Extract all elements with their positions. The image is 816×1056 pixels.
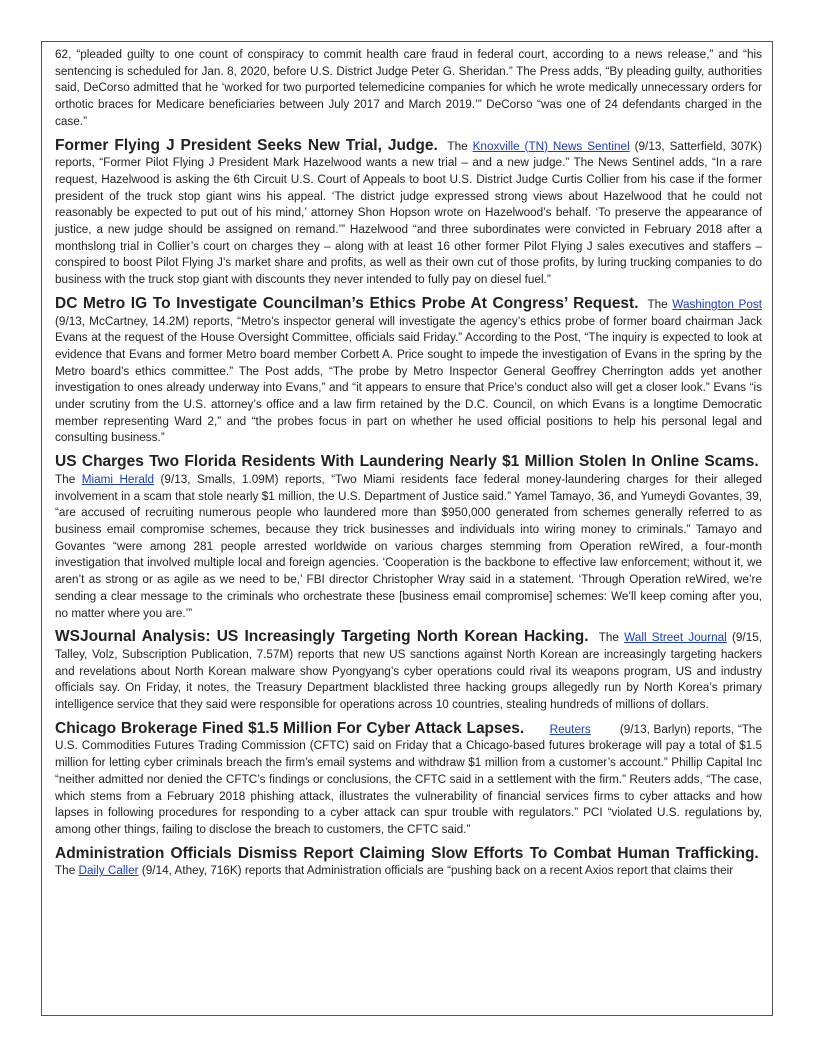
article-lead: The — [55, 472, 76, 486]
article-body: reports that Administration officials are “pushing back on a recent Axios report that claims their — [244, 864, 734, 878]
source-link[interactable]: Reuters — [549, 722, 591, 736]
article-meta: (9/15, Talley, Volz, Subscription Publication, 7.57M) — [55, 631, 763, 661]
article-chicago-brokerage — [55, 721, 762, 839]
article-body: reports, “Metro’s inspector general will investigate the agency’s ethics probe of former board chairman Jack Evans at the request of the House Oversight Committee, officials said Friday.” According to the Post, “The inquiry is expected to look at evidence that Evans and former Metro board member Corbett A. Price sought to impede the investigation of Evans in the spring by the Metro board’s ethics committee.” The Post adds, “The probe by Metro Inspector General Geoffrey Cherrington adds yet another investigation to ones already underway into Evans,” and “it appears to ensure that Price’s conduct also will get a closer look.” Evans “is under scrutiny from the U.S. attorney’s office and a law firm retained by the D.C. Council, on which Evans is a longtime Democratic member representing Ward 2,” and “the probes focus in part on whether he used official positions to help his personal legal and consulting business.” — [55, 314, 763, 445]
article-meta: (9/13, Satterfield, 307K) — [634, 139, 763, 153]
article-dc-metro-ig — [55, 296, 762, 447]
article-body: reports, “Former Pilot Flying J President Mark Hazelwood wants a new trial – and a new judge.” The News Sentinel adds, “In a rare request, Hazelwood is asking the 6th Circuit U.S. Court of Appeals to boot U.S. District Judge Curtis Collier from his case if the former president of the truck stop giant wins his appeal. ‘The district judge expressed strong views about Hazelwood that he could not reasonably be expected to put out of his mind,’ attorney Shon Hopson wrote on Hazelwood’s behalf. ‘To preserve the appearance of justice, a new judge should be assigned on remand.’” Hazelwood “and three subordinates were convicted in February 2018 after a monthslong trial in Collier’s court on charges they – along with at least 16 other former Pilot Flying J sales executives and staffers – conspired to boost Pilot Flying J’s market share and profits, as well as their own cut of those profits, by luring trucking companies to do business with the truck stop giant with discounts they never intended to fully pay on diesel fuel.” — [55, 156, 762, 287]
article-lead: The — [598, 631, 619, 645]
article-body: reports that new US sanctions against North Korean are increasingly targeting hackers and revelations about North Korean malware show Pyongyang’s cyber operations could rival its weapons program, US and industry officials say. On Friday, it notes, the Treasury Department blacklisted three hacking groups allegedly run by North Korea’s primary intelligence service that they said were responsible for operations across 10 countries, stealing hundreds of millions of dollars. — [55, 647, 763, 712]
article-meta: (9/13, Barlyn) reports, — [619, 722, 735, 736]
article-north-korea-hacking — [55, 629, 762, 714]
article-human-trafficking — [55, 846, 762, 880]
source-link[interactable]: Knoxville (TN) News Sentinel — [472, 139, 630, 153]
article-lead: The — [447, 139, 468, 153]
article-meta: (9/14, Athey, 716K) — [141, 864, 242, 878]
article-lead: The — [55, 864, 76, 878]
article-meta: (9/13, McCartney, 14.2M) — [55, 314, 190, 328]
article-body: “The U.S. Commodities Futures Trading Commission (CFTC) said on Friday that a Chicago-based futures brokerage will pay a total of $1.5 million for letting cyber criminals breach the firm’s email systems and withdraw $1 million from a customer’s account.” Phillip Capital Inc “neither admitted nor denied the CFTC’s findings or conclusions, the CFTC said in a settlement with the firm.” Reuters adds, “The case, which stems from a February 2018 phishing attack, illustrates the vulnerability of financial services firms to cyber attacks and how lapses in following procedures for responding to a cyber attack can spur trouble with regulators.” PCI “violated U.S. regulations by, among other things, failing to disclose the breach to customers, the CFTC said.” — [55, 722, 762, 836]
source-link[interactable]: Wall Street Journal — [624, 631, 727, 645]
source-link[interactable]: Daily Caller — [78, 864, 139, 878]
article-lead: The — [647, 297, 668, 311]
newsletter-page — [55, 47, 762, 887]
article-meta: (9/13, Smalls, 1.09M) — [160, 472, 279, 486]
article-body: reports, “Two Miami residents face federal money-laundering charges for their alleged involvement in a scam that stole nearly $1 million, the U.S. Department of Justice said.” Yamel Tamayo, 36, and Yumeydi Govantes, 39, “are accused of recruiting numerous people who laundered more than $950,000 generated from schemes generally referred to as business email compromise schemes, because they trick businesses and individuals into wiring money to criminals.” Tamayo and Govantes “were among 281 people arrested worldwide on various charges stemming from Operation reWired, a four-month investigation that involved multiple local and foreign agencies. ‘Cooperation is the backbone to effective law enforcement; without it, we aren’t as strong or as agile as we need to be,’ FBI director Christopher Wray said in a statement. ‘Through Operation reWired, we’re sending a clear message to the criminals who orchestrate these [business email compromise] schemes: We’ll keep coming after you, no matter where you are.’” — [55, 472, 762, 620]
article-headline: WSJournal Analysis: US Increasingly Targeting North Korean Hacking. — [55, 628, 589, 646]
article-former-flying-j — [55, 138, 762, 289]
article-florida-laundering — [55, 454, 762, 622]
article-headline: Administration Officials Dismiss Report Claiming Slow Efforts To Combat Human Trafficking. — [55, 844, 759, 862]
continuation-paragraph: 62, “pleaded guilty to one count of conspiracy to commit health care fraud in federal court, according to a news release,” and “his sentencing is scheduled for Jan. 8, 2020, before U.S. District Judge Peter G. Sheridan.” The Press adds, “By pleading guilty, authorities said, DeCorso admitted that he ‘worked for two purported telemedicine companies for which he wrote medically unnecessary orders for orthotic braces for Medicare beneficiaries between July 2017 and March 2019.’” DeCorso “was one of 24 defendants charged in the case.” — [55, 48, 762, 128]
source-link[interactable]: Washington Post — [672, 297, 762, 311]
article-headline: DC Metro IG To Investigate Councilman’s Ethics Probe At Congress’ Request. — [55, 294, 639, 312]
source-link[interactable]: Miami Herald — [81, 472, 155, 486]
article-headline: US Charges Two Florida Residents With Laundering Nearly $1 Million Stolen In Online Scams. — [55, 453, 759, 471]
article-headline: Chicago Brokerage Fined $1.5 Million For Cyber Attack Lapses. — [55, 719, 525, 737]
article-headline: Former Flying J President Seeks New Trial, Judge. — [55, 136, 438, 154]
